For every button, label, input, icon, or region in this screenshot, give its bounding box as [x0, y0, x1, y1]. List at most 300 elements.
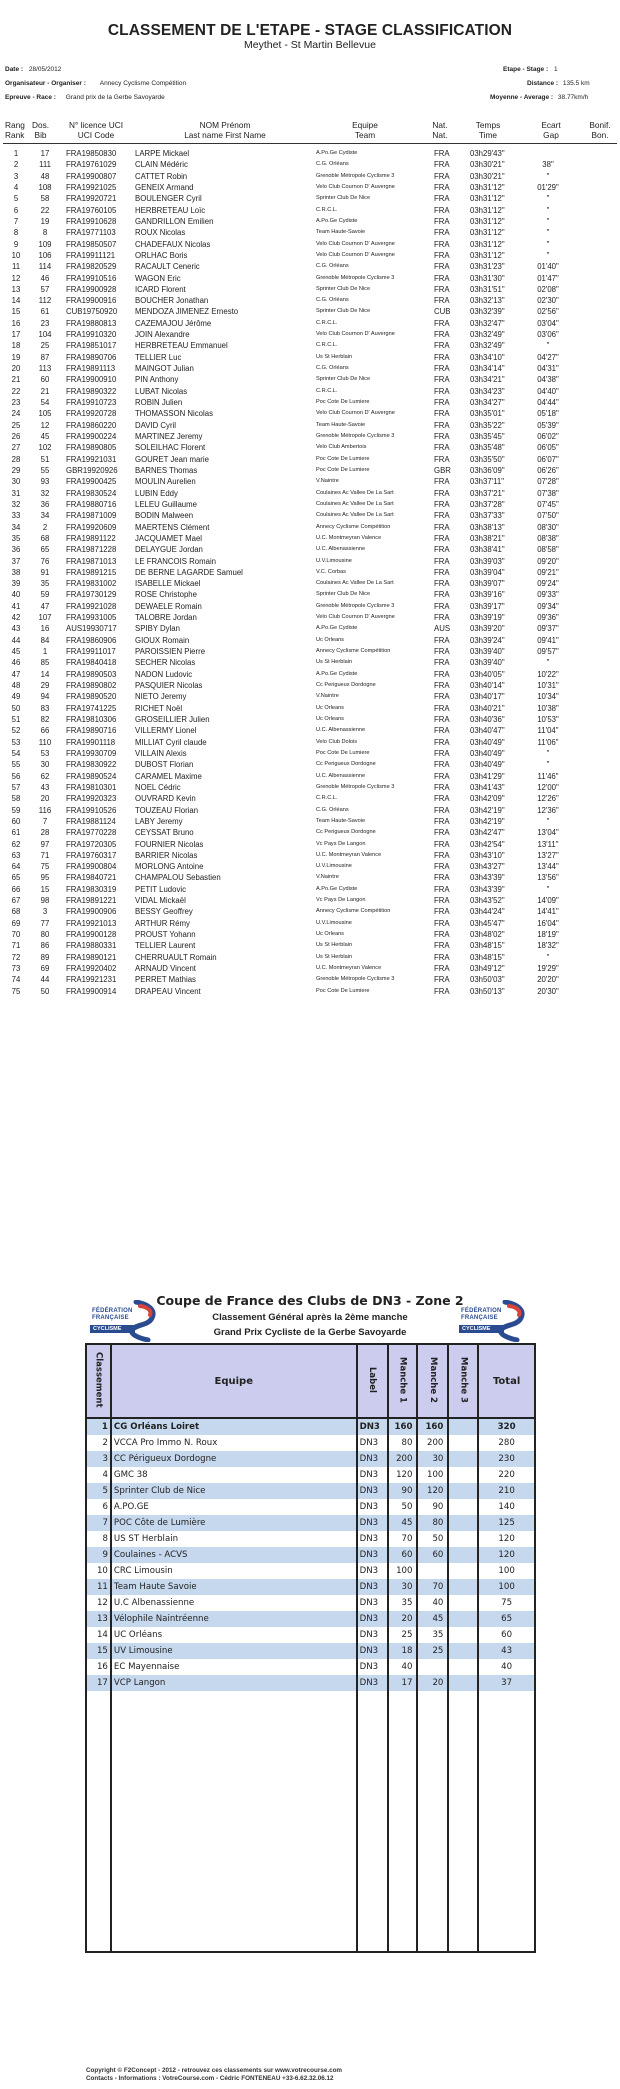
time: 03h36'09": [470, 465, 505, 475]
bib: 84: [40, 635, 50, 645]
nationality: FRA: [434, 454, 450, 464]
result-row: [0, 306, 620, 317]
label: DN3: [357, 1643, 388, 1659]
rank: 22: [11, 386, 21, 396]
bib: 25: [40, 341, 50, 351]
gap: ": [546, 250, 550, 260]
time: 03h35'50": [470, 454, 505, 464]
total: 40: [478, 1659, 535, 1675]
team: Uc Orleans: [316, 716, 344, 722]
rider-name: RACAULT Ceneric: [135, 262, 200, 272]
rider-name: ROSE Christophe: [135, 590, 197, 600]
time: 03h40'17": [470, 692, 505, 702]
distance-value: 135.5 km: [562, 80, 590, 87]
classement: 14: [86, 1627, 111, 1643]
nationality: FRA: [434, 896, 450, 906]
result-row: [0, 340, 620, 351]
gap: 18'19": [537, 930, 559, 940]
bib: 107: [38, 613, 52, 623]
manche-3: [448, 1418, 478, 1435]
uci-code: FRA19920728: [66, 409, 117, 419]
manche-3: [448, 1595, 478, 1611]
rider-name: ISABELLE Mickael: [135, 579, 201, 589]
result-row: [0, 363, 620, 374]
manche-1: 80: [388, 1435, 418, 1451]
bib: 34: [40, 511, 50, 521]
uci-code: FRA19910516: [66, 273, 117, 283]
result-row: [0, 974, 620, 985]
uci-code: FRA19921028: [66, 601, 117, 611]
nationality: AUS: [434, 624, 451, 634]
uci-code: FRA19810301: [66, 782, 117, 792]
uci-code: GBR19920926: [66, 465, 118, 475]
time: 03h40'05": [470, 669, 505, 679]
team: Velo Club Cournon D' Auvergne: [316, 331, 395, 338]
manche-2: 80: [417, 1515, 448, 1531]
uci-code: FRA19830524: [66, 488, 117, 498]
bib: 35: [40, 579, 50, 589]
nationality: FRA: [434, 703, 450, 713]
nationality: FRA: [434, 647, 450, 657]
gap: ": [546, 658, 550, 668]
manche-3: [448, 1467, 478, 1483]
rider-name: GENEIX Armand: [135, 182, 194, 192]
team: Us St Herblain: [316, 953, 353, 960]
empty-cell: [388, 1691, 418, 1952]
rank: 57: [11, 782, 21, 792]
manche-2: 25: [417, 1643, 448, 1659]
rank: 39: [11, 579, 21, 589]
time: 03h38'13": [470, 522, 505, 532]
gap: 07'28": [537, 477, 559, 487]
rider-name: MAINGOT Julian: [135, 364, 194, 374]
uci-code: FRA19760317: [66, 850, 117, 860]
rider-name: GROSEILLIER Julien: [135, 715, 210, 724]
rider-name: TOUZEAU Florian: [135, 805, 199, 815]
time: 03h31'12": [470, 216, 505, 226]
gap: 19'29": [537, 964, 559, 974]
classement: 8: [86, 1531, 111, 1547]
result-row: [0, 556, 620, 567]
rank: 62: [11, 839, 21, 849]
rank: 18: [11, 341, 21, 351]
bib: 30: [40, 760, 50, 770]
classement: 5: [86, 1483, 111, 1499]
bib: 48: [40, 171, 50, 181]
equipe: CC Périgueux Dordogne: [111, 1451, 357, 1467]
uci-code: FRA19890802: [66, 681, 117, 691]
time: 03h39'24": [470, 635, 505, 645]
time: 03h50'03": [470, 975, 505, 985]
uci-code: FRA19820529: [66, 262, 117, 272]
uci-code: FRA19891215: [66, 567, 117, 577]
time: 03h35'22": [470, 420, 505, 430]
label: DN3: [357, 1451, 388, 1467]
bib: 114: [38, 262, 52, 272]
uci-code: FRA19850507: [66, 239, 117, 249]
rider-name: TELLIER Luc: [135, 352, 182, 362]
rank: 35: [11, 533, 21, 543]
nationality: FRA: [434, 228, 450, 238]
nationality: FRA: [434, 737, 450, 747]
equipe: CRC Limousin: [111, 1563, 357, 1579]
classement: 7: [86, 1515, 111, 1531]
gap: 09'41": [537, 635, 559, 645]
team: Us St Herblain: [316, 659, 353, 666]
gap: 18'32": [537, 941, 559, 951]
rank: 17: [11, 330, 21, 340]
nationality: FRA: [434, 805, 450, 815]
gap: 09'37": [537, 624, 559, 634]
total: 125: [478, 1515, 535, 1531]
gap: 07'50": [537, 511, 559, 521]
team: Coulaines Ac Vallee De La Sart: [316, 500, 394, 507]
rider-name: MILLIAT Cyril claude: [135, 737, 207, 747]
nationality: FRA: [434, 873, 450, 883]
bib: 82: [40, 715, 50, 724]
rank: 33: [11, 511, 21, 521]
time: 03h31'23": [470, 262, 505, 272]
manche-1: 70: [388, 1531, 418, 1547]
gap: 20'30": [537, 986, 559, 996]
result-row: [0, 623, 620, 634]
rider-name: LELEU Guillaume: [135, 499, 197, 509]
uci-code: FRA19890524: [66, 771, 117, 781]
team: A.Po.Ge Cydiste: [316, 150, 358, 156]
manche-3: [448, 1435, 478, 1451]
nationality: FRA: [434, 681, 450, 691]
rank: 73: [11, 964, 21, 974]
gap: ": [546, 171, 550, 181]
label: DN3: [357, 1435, 388, 1451]
rank: 36: [11, 545, 21, 555]
rank: 8: [13, 228, 19, 238]
gap: ": [546, 760, 550, 770]
rank: 50: [11, 703, 21, 713]
rank: 43: [11, 624, 21, 634]
rank: 4: [13, 182, 19, 192]
rider-name: VILLERMY Lionel: [135, 726, 197, 736]
gap: 09'21": [537, 567, 559, 577]
bib: 110: [38, 737, 52, 747]
rider-name: CHADEFAUX Nicolas: [135, 239, 211, 249]
gap: 09'24": [537, 579, 559, 589]
gap: 14'41": [537, 907, 559, 917]
rank: 20: [11, 364, 21, 374]
manche-2: 200: [417, 1435, 448, 1451]
rank: 9: [13, 239, 19, 249]
equipe: US ST Herblain: [111, 1531, 357, 1547]
distance-field: [527, 80, 590, 87]
uci-code: FRA19900916: [66, 296, 117, 306]
gap: 05'18": [537, 409, 559, 419]
uci-code: FRA19900914: [66, 986, 117, 996]
manche-2: 90: [417, 1499, 448, 1515]
manche-3: [448, 1483, 478, 1499]
gap: 13'27": [537, 850, 559, 860]
rank: 49: [11, 692, 21, 702]
rider-name: DEWAELE Romain: [135, 601, 202, 611]
uci-code: FRA19840721: [66, 873, 117, 883]
uci-code: FRA19890716: [66, 726, 117, 736]
nationality: FRA: [434, 171, 450, 181]
team: Cc Perigueux Dordogne: [316, 761, 376, 768]
result-row: [0, 748, 620, 759]
result-row: [0, 872, 620, 883]
gap: ": [546, 194, 550, 204]
bib: 65: [40, 545, 50, 555]
time: 03h43'10": [470, 850, 505, 860]
time: 03h40'36": [470, 715, 505, 724]
time: 03h39'17": [470, 601, 505, 611]
nationality: FRA: [434, 386, 450, 396]
manche-3: [448, 1611, 478, 1627]
uci-code: FRA19761029: [66, 160, 117, 170]
nationality: CUB: [434, 307, 451, 317]
bib: 111: [39, 160, 51, 170]
rank: 25: [11, 420, 21, 430]
rank: 23: [11, 398, 21, 408]
bib: 105: [38, 409, 52, 419]
result-row: [0, 737, 620, 748]
team: Sprinter Club De Nice: [316, 285, 371, 292]
empty-cell: [417, 1691, 448, 1952]
uci-code: FRA19830319: [66, 884, 117, 894]
manche-3: [448, 1531, 478, 1547]
nationality: FRA: [434, 862, 450, 872]
nationality: FRA: [434, 975, 450, 985]
standings-row: [86, 1563, 535, 1579]
total: 60: [478, 1627, 535, 1643]
nationality: FRA: [434, 364, 450, 374]
equipe: Coulaines - ACVS: [111, 1547, 357, 1563]
time: 03h42'54": [470, 839, 505, 849]
nationality: FRA: [434, 952, 450, 962]
time: 03h40'21": [470, 703, 505, 713]
manche-2: [417, 1563, 448, 1579]
bib: 102: [38, 443, 52, 453]
manche-2: 160: [417, 1418, 448, 1435]
team: C.R.C.L.: [316, 206, 338, 213]
rider-name: TALOBRE Jordan: [135, 613, 197, 623]
result-row: [0, 691, 620, 702]
gap: 05'39": [537, 420, 559, 430]
time: 03h34'23": [470, 386, 505, 396]
nationality: FRA: [434, 726, 450, 736]
bib: 22: [40, 205, 50, 215]
gap: 12'26": [537, 794, 559, 804]
gap: ": [546, 952, 550, 962]
organiser-field: [5, 80, 186, 87]
time: 03h31'12": [470, 228, 505, 238]
uci-code: FRA19890503: [66, 669, 117, 679]
classement: 12: [86, 1595, 111, 1611]
gap: 02'56": [537, 307, 559, 317]
rank: 63: [11, 850, 21, 860]
label: DN3: [357, 1483, 388, 1499]
time: 03h49'12": [470, 964, 505, 974]
uci-code: FRA19741225: [66, 703, 117, 713]
manche-2: 40: [417, 1595, 448, 1611]
gap: 10'22": [537, 669, 559, 679]
rank: 60: [11, 816, 21, 826]
rider-name: PERRET Mathias: [135, 975, 196, 985]
result-row: [0, 929, 620, 940]
gap: 08'30": [537, 522, 559, 532]
team: C.R.C.L.: [316, 319, 338, 326]
result-row: [0, 725, 620, 736]
nationality: FRA: [434, 182, 450, 192]
team: Uc Orleans: [316, 704, 344, 711]
bib: 15: [40, 884, 50, 894]
race-value: Grand prix de la Gerbe Savoyarde: [65, 94, 165, 101]
team: Grenoble Métropole Cyclisme 3: [316, 602, 395, 609]
gap: 14'09": [537, 896, 559, 906]
nationality: FRA: [434, 160, 450, 170]
result-row: [0, 318, 620, 329]
bib: 16: [40, 624, 50, 634]
classement: 11: [86, 1579, 111, 1595]
rank: 34: [11, 522, 21, 532]
bib: 94: [40, 692, 50, 702]
manche-3: [448, 1451, 478, 1467]
time: 03h35'45": [470, 432, 505, 441]
total: 100: [478, 1563, 535, 1579]
result-row: [0, 397, 620, 408]
uci-code: FRA19891122: [66, 533, 116, 543]
team: A.Po.Ge Cydiste: [316, 885, 358, 892]
gap: 07'45": [537, 499, 559, 509]
col-header-bib: Dos. Bib: [32, 120, 50, 140]
team: Poc Cote De Lumiere: [316, 455, 370, 462]
team: U.V.Limousine: [316, 863, 352, 870]
team: Uc Orleans: [316, 636, 344, 643]
gap: 03'04": [537, 318, 559, 328]
uci-code: FRA19850830: [66, 149, 117, 158]
nationality: FRA: [434, 907, 450, 917]
uci-code: FRA19840418: [66, 658, 117, 668]
gap: 11'04": [537, 726, 559, 736]
nationality: FRA: [434, 330, 450, 340]
result-row: [0, 805, 620, 816]
bib: 57: [40, 284, 50, 294]
rider-name: ROUX Nicolas: [135, 228, 186, 238]
team: Poc Cote De Lumiere: [316, 399, 370, 406]
result-row: [0, 612, 620, 623]
manche-3: [448, 1627, 478, 1643]
rank: 67: [11, 896, 21, 906]
rank: 3: [13, 171, 19, 181]
bib: 28: [40, 828, 50, 838]
bib: 1: [42, 647, 48, 657]
label: DN3: [357, 1547, 388, 1563]
time: 03h40'47": [470, 726, 505, 736]
race-label: Epreuve - Race :: [5, 94, 56, 101]
rank: 42: [11, 613, 21, 623]
bib: 112: [38, 296, 52, 306]
bib: 23: [40, 318, 50, 328]
rider-name: TELLIER Laurent: [135, 941, 196, 951]
label: DN3: [357, 1418, 388, 1435]
time: 03h31'12": [470, 239, 505, 249]
rider-name: OUVRARD Kevin: [135, 794, 196, 804]
time: 03h31'12": [470, 250, 505, 260]
uci-code: FRA19890322: [66, 386, 117, 396]
nationality: FRA: [434, 545, 450, 555]
result-row: [0, 793, 620, 804]
bib: 106: [38, 250, 52, 260]
bib: 87: [40, 352, 50, 362]
standings-row: [86, 1451, 535, 1467]
gap: 06'02": [537, 432, 559, 441]
manche-1: 17: [388, 1675, 418, 1691]
manche-3: [448, 1659, 478, 1675]
result-row: [0, 148, 620, 159]
bib: 77: [40, 918, 50, 928]
gap: 20'20": [537, 975, 559, 985]
team: Coulaines Ac Vallee De La Sart: [316, 489, 394, 496]
gap: 02'30": [537, 296, 559, 306]
classement: 1: [86, 1418, 111, 1435]
bib: 116: [38, 805, 52, 815]
rank: 51: [11, 715, 21, 724]
nationality: FRA: [434, 941, 450, 951]
gap: ": [546, 228, 550, 238]
ffc-swoosh-icon: [86, 1300, 166, 1342]
equipe: Vélophile Naintréenne: [111, 1611, 357, 1627]
rider-name: SPIBY Dylan: [135, 624, 180, 634]
team: Velo Club Ambertois: [316, 444, 367, 451]
standings-row: [86, 1483, 535, 1499]
gap: 01'47": [537, 273, 559, 283]
result-row: [0, 816, 620, 827]
nationality: FRA: [434, 205, 450, 215]
label: DN3: [357, 1499, 388, 1515]
equipe: VCP Langon: [111, 1675, 357, 1691]
rank: 47: [11, 669, 21, 679]
standings-row: [86, 1531, 535, 1547]
manche-1: 25: [388, 1627, 418, 1643]
bib: 60: [40, 375, 50, 385]
rider-name: PETIT Ludovic: [135, 884, 186, 894]
team: U.C. Albenassienne: [316, 727, 366, 734]
coupe-standings-table: [85, 1343, 536, 1953]
time: 03h31'51": [470, 284, 505, 294]
rank: 56: [11, 771, 21, 781]
header-classement: Classement: [86, 1344, 111, 1418]
standings-row: [86, 1418, 535, 1435]
team: Velo Club Cournon D' Auvergne: [316, 410, 395, 417]
result-row: [0, 171, 620, 182]
rider-name: CEYSSAT Bruno: [135, 828, 194, 838]
time: 03h32'49": [470, 330, 505, 340]
bib: 69: [40, 964, 50, 974]
result-row: [0, 839, 620, 850]
rider-name: RICHET Noël: [135, 703, 183, 713]
rider-name: PIN Anthony: [135, 375, 179, 385]
result-row: [0, 465, 620, 476]
rider-name: DELAYGUE Jordan: [135, 545, 203, 555]
col-header-nat: Nat. Nat.: [432, 120, 448, 140]
manche-3: [448, 1643, 478, 1659]
time: 03h39'04": [470, 567, 505, 577]
team: Sprinter Club De Nice: [316, 376, 371, 383]
time: 03h38'21": [470, 533, 505, 543]
result-row: [0, 827, 620, 838]
uci-code: FRA19910320: [66, 330, 117, 340]
bib: 14: [40, 669, 50, 679]
uci-code: FRA19901118: [66, 737, 116, 747]
